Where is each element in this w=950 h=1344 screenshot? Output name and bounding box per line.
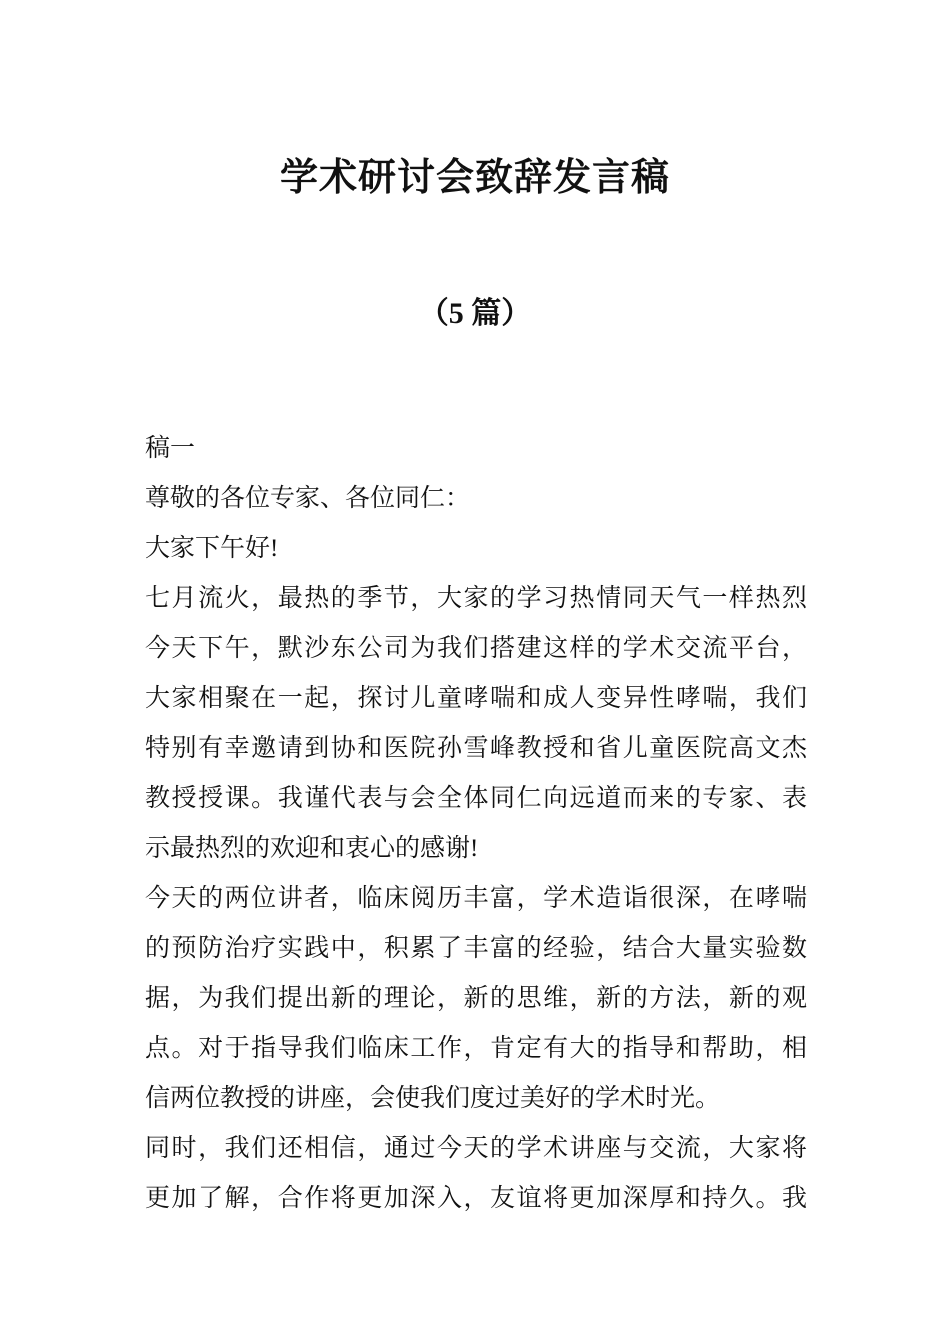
text-line: 七月流火，最热的季节，大家的学习热情同天气一样热烈 bbox=[145, 585, 807, 612]
text-line: 信两位教授的讲座，会使我们度过美好的学术时光。 bbox=[145, 1085, 721, 1112]
text-line: 稿一 bbox=[145, 435, 196, 462]
text-line: 示最热烈的欢迎和衷心的感谢! bbox=[145, 835, 479, 862]
text-line: 教授授课。我谨代表与会全体同仁向远道而来的专家、表 bbox=[145, 785, 807, 812]
text-line: 今天的两位讲者，临床阅历丰富，学术造诣很深，在哮喘 bbox=[145, 885, 807, 912]
text-line: 据，为我们提出新的理论，新的思维，新的方法，新的观 bbox=[145, 985, 807, 1012]
text-line: 点。对于指导我们临床工作，肯定有大的指导和帮助，相 bbox=[145, 1035, 807, 1062]
document-body bbox=[145, 424, 807, 1224]
text-line: 大家相聚在一起，探讨儿童哮喘和成人变异性哮喘，我们 bbox=[145, 685, 807, 712]
page-title: 学术研讨会致辞发言稿 bbox=[279, 157, 670, 199]
text-line: 今天下午，默沙东公司为我们搭建这样的学术交流平台， bbox=[145, 635, 807, 662]
text-line: 特别有幸邀请到协和医院孙雪峰教授和省儿童医院高文杰 bbox=[145, 735, 807, 762]
text-line: 同时，我们还相信，通过今天的学术讲座与交流，大家将 bbox=[145, 1135, 807, 1162]
text-line: 更加了解，合作将更加深入，友谊将更加深厚和持久。我 bbox=[145, 1185, 807, 1212]
text-line: 大家下午好! bbox=[145, 535, 279, 562]
text-line: 尊敬的各位专家、各位同仁： bbox=[145, 485, 471, 512]
page-subtitle: （5 篇） bbox=[418, 297, 532, 330]
text-line: 的预防治疗实践中，积累了丰富的经验，结合大量实验数 bbox=[145, 935, 807, 962]
